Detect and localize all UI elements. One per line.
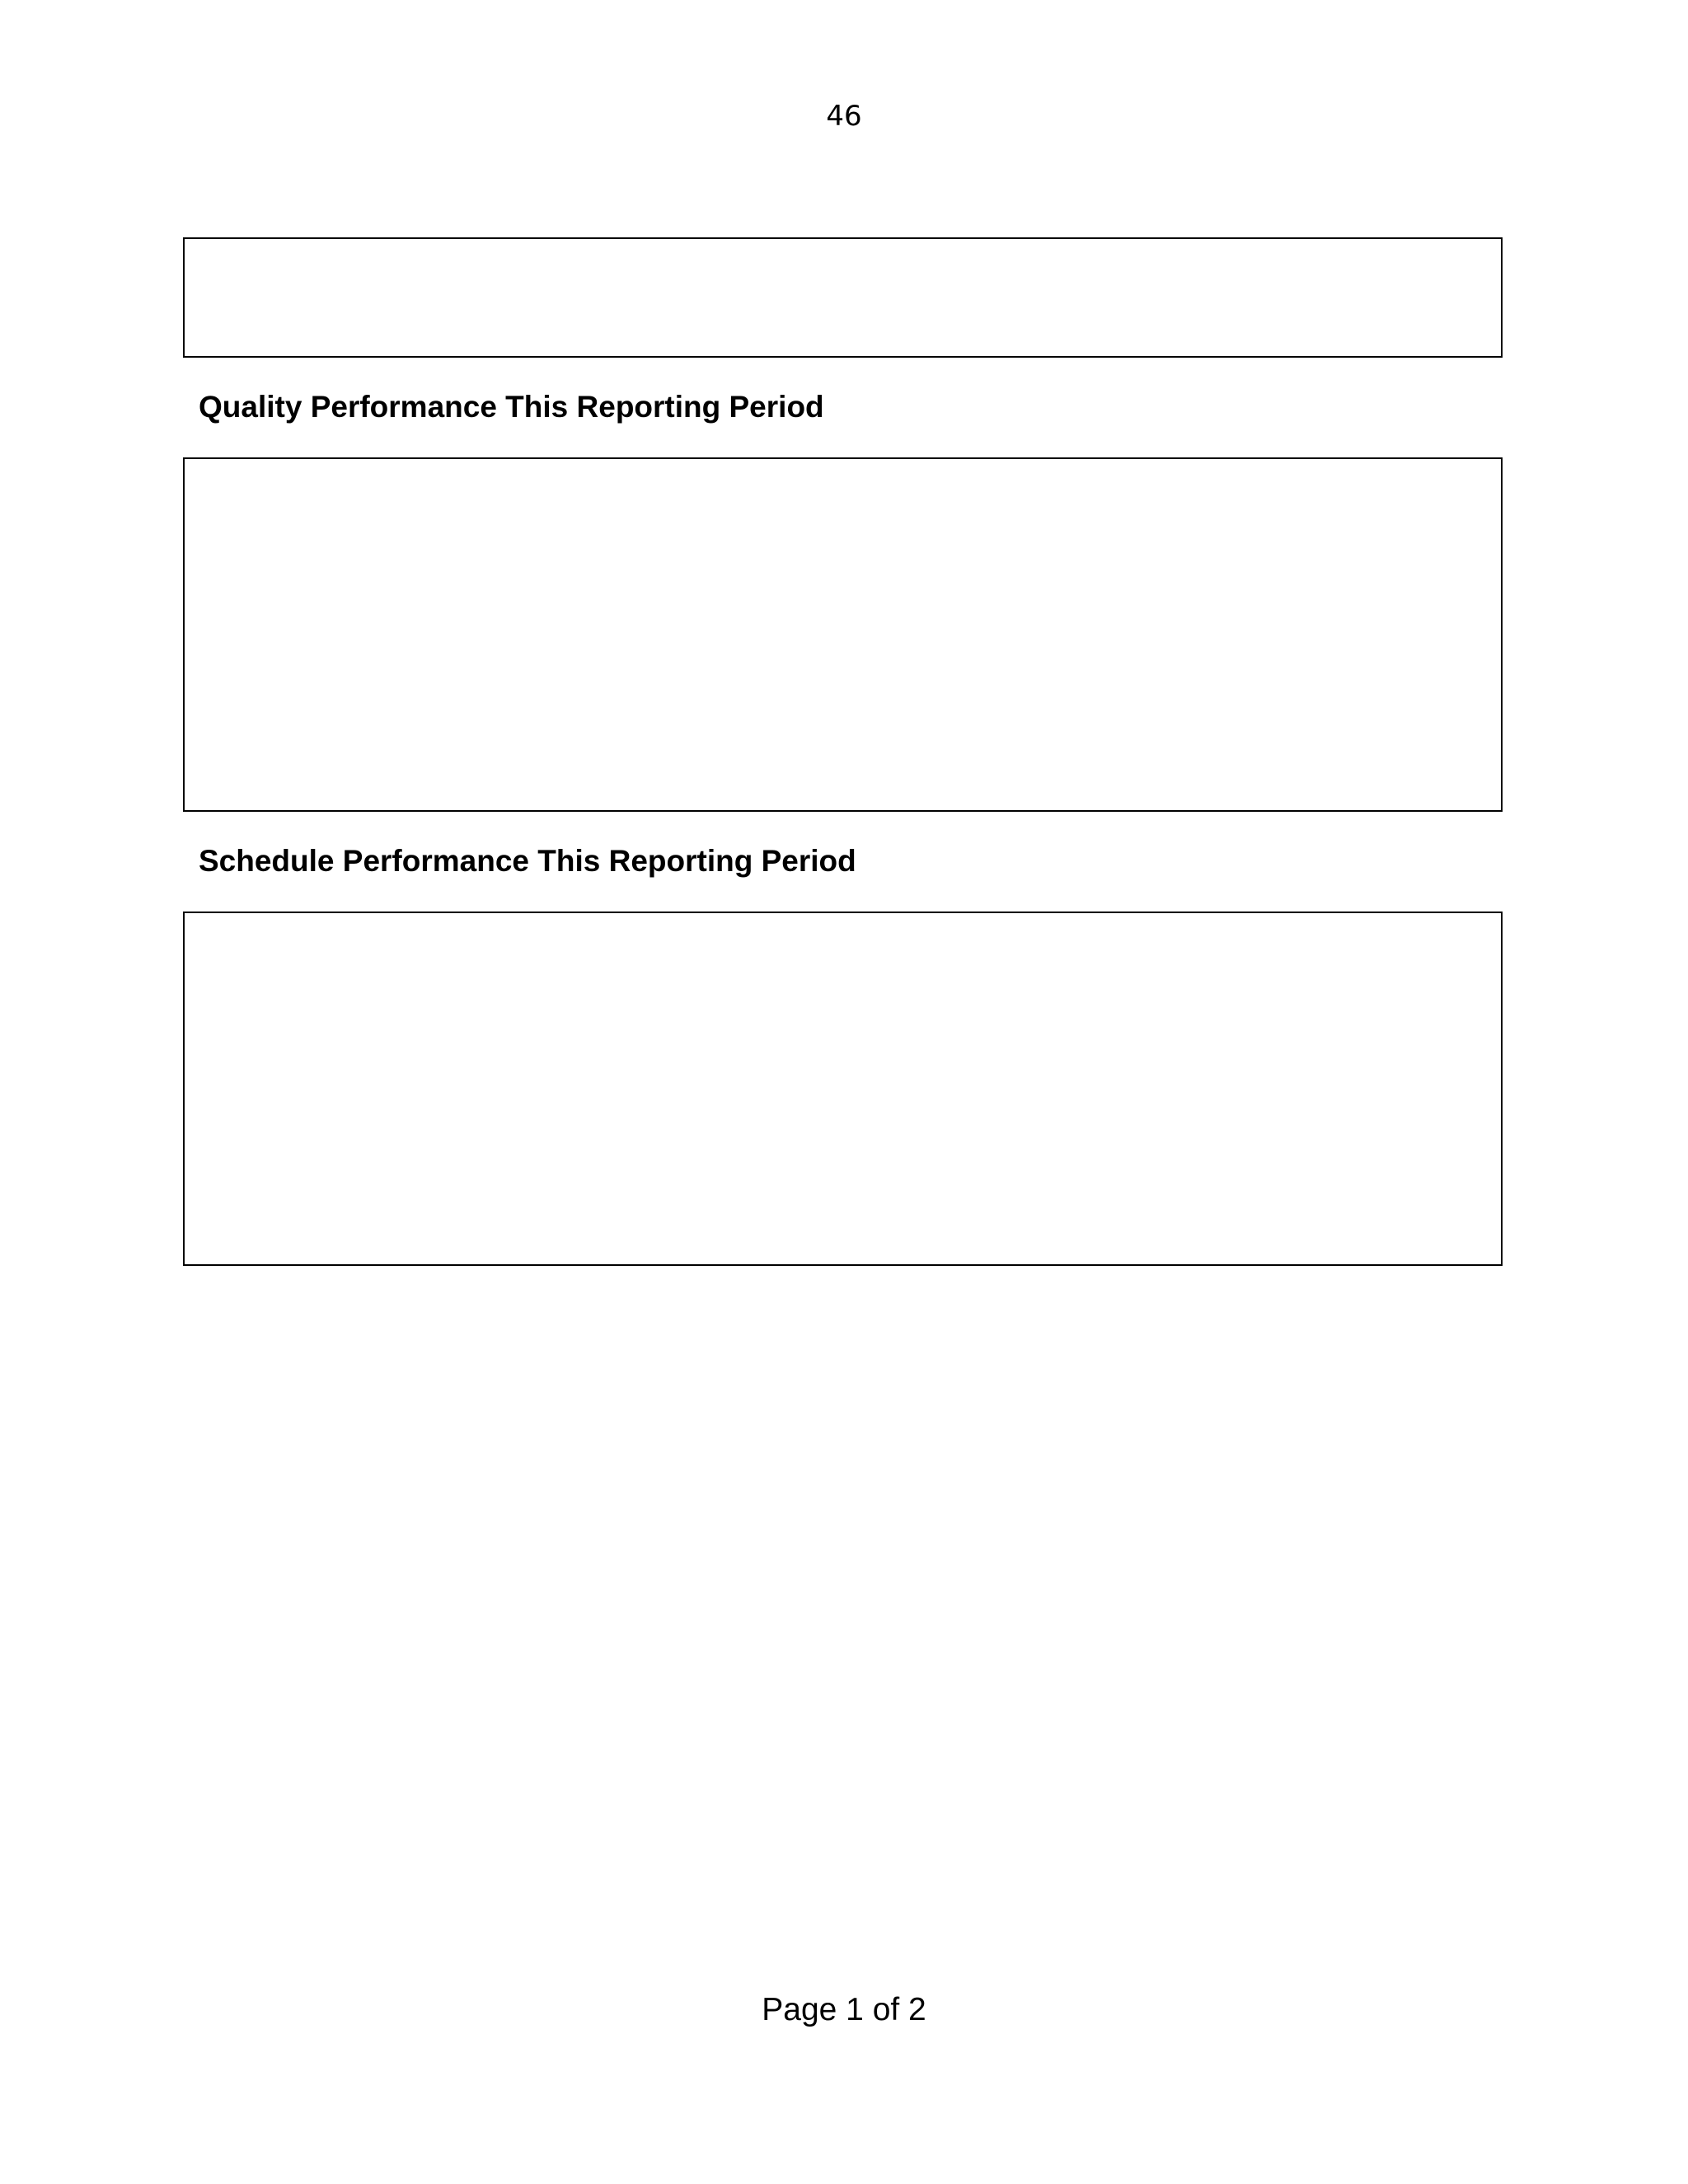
top-text-box[interactable]: [183, 237, 1503, 358]
header-page-number: 46: [826, 100, 862, 133]
footer-page-label: Page 1 of 2: [762, 1992, 926, 2027]
schedule-performance-text-box[interactable]: [183, 912, 1503, 1266]
quality-performance-text-box[interactable]: [183, 457, 1503, 812]
quality-performance-heading: Quality Performance This Reporting Period: [199, 390, 824, 424]
schedule-performance-heading: Schedule Performance This Reporting Period: [199, 844, 856, 878]
